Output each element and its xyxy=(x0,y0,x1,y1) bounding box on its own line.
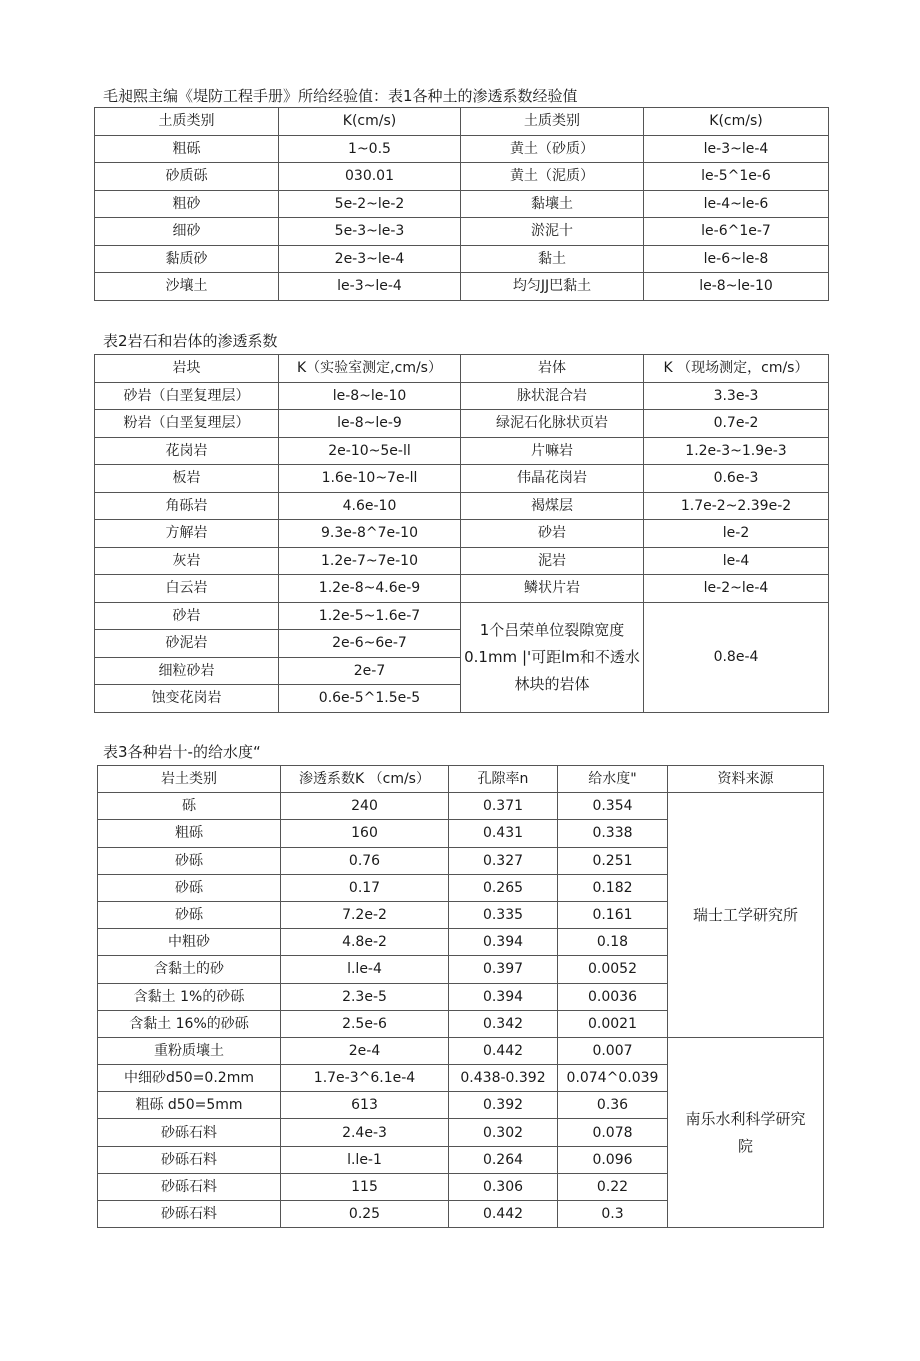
table2-cell: le-4 xyxy=(644,547,829,575)
table2-cell: 1.2e-8~4.6e-9 xyxy=(279,575,461,603)
table2-row xyxy=(95,410,829,438)
table1-cell: 粗砂 xyxy=(95,190,279,218)
table3-cell: 0.302 xyxy=(449,1119,558,1146)
table1-cell: 均匀JJ巴黏土 xyxy=(461,273,644,301)
table1-header-row xyxy=(95,108,829,136)
table1-row xyxy=(95,218,829,246)
table3-cell: 0.0036 xyxy=(558,983,668,1010)
table2-cell: le-2~le-4 xyxy=(644,575,829,603)
table1-cell: 2e-3~le-4 xyxy=(279,245,461,273)
table1-cell: 黄土（砂质） xyxy=(461,135,644,163)
table1-cell: le-6~le-8 xyxy=(644,245,829,273)
table2-header-cell: 岩体 xyxy=(461,355,644,383)
table3-cell: 含黏土 16%的砂砾 xyxy=(98,1010,281,1037)
table3-cell: 2e-4 xyxy=(281,1037,449,1064)
table2-cell: 砂岩 xyxy=(95,602,279,630)
table2-cell: 伟晶花岗岩 xyxy=(461,465,644,493)
table1-cell: 5e-2~le-2 xyxy=(279,190,461,218)
table2-row xyxy=(95,465,829,493)
table1-row xyxy=(95,190,829,218)
table3-cell: 0.096 xyxy=(558,1146,668,1173)
table3-cell: 0.394 xyxy=(449,983,558,1010)
table3-cell: 160 xyxy=(281,820,449,847)
table3-cell: 0.264 xyxy=(449,1146,558,1173)
table3-cell: 0.394 xyxy=(449,929,558,956)
table3-cell: 0.338 xyxy=(558,820,668,847)
table2-cell: 绿泥石化脉状页岩 xyxy=(461,410,644,438)
table1-header-cell: K(cm/s) xyxy=(644,108,829,136)
table3-cell: 0.36 xyxy=(558,1092,668,1119)
table2-cell: 褐煤层 xyxy=(461,492,644,520)
table3-caption: 表3各种岩十-的给水度“ xyxy=(103,743,261,761)
table1-cell: 粗砾 xyxy=(95,135,279,163)
table2-cell: 砂岩 xyxy=(461,520,644,548)
table1-cell: 黏壤土 xyxy=(461,190,644,218)
table3-cell: l.le-1 xyxy=(281,1146,449,1173)
table3-cell: 0.342 xyxy=(449,1010,558,1037)
table3-cell: 砂砾 xyxy=(98,847,281,874)
table3-cell: 0.438-0.392 xyxy=(449,1065,558,1092)
table2-cell: 1.6e-10~7e-ll xyxy=(279,465,461,493)
table2-cell: 角砾岩 xyxy=(95,492,279,520)
table3-cell: 砾 xyxy=(98,793,281,820)
table2-header-cell: 岩块 xyxy=(95,355,279,383)
table2-cell: 脉状混合岩 xyxy=(461,382,644,410)
table3-cell: 重粉质壤土 xyxy=(98,1037,281,1064)
table2-row xyxy=(95,437,829,465)
table3-cell: 0.17 xyxy=(281,874,449,901)
table3-header-cell: 渗透系数K （cm/s） xyxy=(281,766,449,793)
table1-cell: le-8~le-10 xyxy=(644,273,829,301)
table1-cell: 淤泥十 xyxy=(461,218,644,246)
table3-cell: 0.3 xyxy=(558,1201,668,1228)
table3-cell: 粗砾 d50=5mm xyxy=(98,1092,281,1119)
table3-cell: 0.442 xyxy=(449,1037,558,1064)
table1-cell: 砂质砾 xyxy=(95,163,279,191)
table1-row xyxy=(95,273,829,301)
table3-cell: 0.251 xyxy=(558,847,668,874)
table1-caption: 毛昶熙主编《堤防工程手册》所给经验值：表1各种土的渗透系数经验值 xyxy=(103,87,578,105)
table3-cell: 0.335 xyxy=(449,901,558,928)
table1-header-cell: K(cm/s) xyxy=(279,108,461,136)
table3-cell: 含黏土 1%的砂砾 xyxy=(98,983,281,1010)
table1-cell: le-6^1e-7 xyxy=(644,218,829,246)
table3-source-cell: 瑞士工学研究所 xyxy=(668,793,824,1038)
table3-cell: 0.371 xyxy=(449,793,558,820)
table1-cell: le-4~le-6 xyxy=(644,190,829,218)
table2-cell: 泥岩 xyxy=(461,547,644,575)
table2-row xyxy=(95,492,829,520)
table2-row xyxy=(95,382,829,410)
table3-header-cell: 孔隙率n xyxy=(449,766,558,793)
table2-merged-value-cell: 0.8e-4 xyxy=(644,602,829,712)
table3-header-cell: 资料来源 xyxy=(668,766,824,793)
table1-cell: 细砂 xyxy=(95,218,279,246)
table3-cell: 砂砾石料 xyxy=(98,1201,281,1228)
table3-cell: 0.397 xyxy=(449,956,558,983)
table2-header-cell: K （现场测定，cm/s） xyxy=(644,355,829,383)
table1-row xyxy=(95,135,829,163)
table3-cell: 0.0052 xyxy=(558,956,668,983)
table2-cell: le-8~le-10 xyxy=(279,382,461,410)
table2-row xyxy=(95,520,829,548)
table3-cell: 0.18 xyxy=(558,929,668,956)
table3-cell: 0.327 xyxy=(449,847,558,874)
table3-cell: 0.074^0.039 xyxy=(558,1065,668,1092)
table2-cell: 细粒砂岩 xyxy=(95,657,279,685)
table2-cell: 花岗岩 xyxy=(95,437,279,465)
table2-merged-rock-mass-cell: 1个吕荣单位裂隙宽度0.1mm |'可距lm和不透水林块的岩体 xyxy=(461,602,644,712)
table3-cell: 砂砾石料 xyxy=(98,1146,281,1173)
table2-cell: 白云岩 xyxy=(95,575,279,603)
table3-cell: 0.76 xyxy=(281,847,449,874)
table2-cell: 1.2e-5~1.6e-7 xyxy=(279,602,461,630)
table2-row xyxy=(95,575,829,603)
table3-cell: 0.22 xyxy=(558,1173,668,1200)
table3-cell: 2.3e-5 xyxy=(281,983,449,1010)
table1-cell: 黄土（泥质） xyxy=(461,163,644,191)
table3-row xyxy=(98,1037,824,1064)
table1-cell: le-3~le-4 xyxy=(644,135,829,163)
table2-row xyxy=(95,547,829,575)
table3-specific-yield xyxy=(97,765,824,1228)
table2-cell: 砂岩（白垩复理层） xyxy=(95,382,279,410)
table3-cell: 0.25 xyxy=(281,1201,449,1228)
table3-cell: l.le-4 xyxy=(281,956,449,983)
table1-cell: 030.01 xyxy=(279,163,461,191)
table2-cell: 4.6e-10 xyxy=(279,492,461,520)
table2-cell: 鳞状片岩 xyxy=(461,575,644,603)
table3-cell: 2.4e-3 xyxy=(281,1119,449,1146)
table2-cell: 板岩 xyxy=(95,465,279,493)
table3-cell: 2.5e-6 xyxy=(281,1010,449,1037)
table3-cell: 砂砾 xyxy=(98,901,281,928)
table3-header-cell: 给水度" xyxy=(558,766,668,793)
table2-cell: 蚀变花岗岩 xyxy=(95,685,279,713)
table2-cell: 1.2e-3~1.9e-3 xyxy=(644,437,829,465)
table3-cell: 中细砂d50=0.2mm xyxy=(98,1065,281,1092)
table3-cell: 粗砾 xyxy=(98,820,281,847)
table3-cell: 0.0021 xyxy=(558,1010,668,1037)
table3-cell: 0.007 xyxy=(558,1037,668,1064)
table2-caption: 表2岩石和岩体的渗透系数 xyxy=(103,332,278,350)
table3-cell: 0.354 xyxy=(558,793,668,820)
table3-cell: 613 xyxy=(281,1092,449,1119)
table2-cell: le-2 xyxy=(644,520,829,548)
table3-cell: 砂砾石料 xyxy=(98,1173,281,1200)
table3-cell: 0.078 xyxy=(558,1119,668,1146)
table1-row xyxy=(95,245,829,273)
table3-cell: 1.7e-3^6.1e-4 xyxy=(281,1065,449,1092)
table2-cell: 0.6e-5^1.5e-5 xyxy=(279,685,461,713)
table1-header-cell: 土质类别 xyxy=(95,108,279,136)
table1-cell: 黏质砂 xyxy=(95,245,279,273)
table2-header-cell: K（实验室测定,cm/s） xyxy=(279,355,461,383)
table2-rock-permeability xyxy=(94,354,829,713)
table3-cell: 4.8e-2 xyxy=(281,929,449,956)
table2-cell: 0.7e-2 xyxy=(644,410,829,438)
table1-header-cell: 土质类别 xyxy=(461,108,644,136)
table3-row xyxy=(98,793,824,820)
table2-header-row xyxy=(95,355,829,383)
table2-cell: 灰岩 xyxy=(95,547,279,575)
table3-cell: 0.265 xyxy=(449,874,558,901)
table1-cell: le-3~le-4 xyxy=(279,273,461,301)
table2-cell: 2e-7 xyxy=(279,657,461,685)
table2-cell: le-8~le-9 xyxy=(279,410,461,438)
table2-cell: 1.7e-2~2.39e-2 xyxy=(644,492,829,520)
table2-cell: 片嘛岩 xyxy=(461,437,644,465)
table3-cell: 0.431 xyxy=(449,820,558,847)
table3-cell: 0.182 xyxy=(558,874,668,901)
table2-cell: 9.3e-8^7e-10 xyxy=(279,520,461,548)
table1-cell: le-5^1e-6 xyxy=(644,163,829,191)
table3-cell: 0.392 xyxy=(449,1092,558,1119)
table2-cell: 3.3e-3 xyxy=(644,382,829,410)
table3-source-cell: 南乐水利科学研究院 xyxy=(668,1037,824,1227)
table3-cell: 砂砾 xyxy=(98,874,281,901)
table1-cell: 黏土 xyxy=(461,245,644,273)
table2-cell: 0.6e-3 xyxy=(644,465,829,493)
table1-soil-permeability xyxy=(94,107,829,301)
table3-cell: 0.442 xyxy=(449,1201,558,1228)
table3-cell: 115 xyxy=(281,1173,449,1200)
table2-cell: 方解岩 xyxy=(95,520,279,548)
table2-row xyxy=(95,602,829,630)
table2-cell: 2e-6~6e-7 xyxy=(279,630,461,658)
table2-cell: 粉岩（白垩复理层） xyxy=(95,410,279,438)
table3-header-row xyxy=(98,766,824,793)
table2-cell: 2e-10~5e-ll xyxy=(279,437,461,465)
table1-cell: 1~0.5 xyxy=(279,135,461,163)
table3-cell: 0.161 xyxy=(558,901,668,928)
table1-cell: 5e-3~le-3 xyxy=(279,218,461,246)
table1-cell: 沙壤土 xyxy=(95,273,279,301)
table3-cell: 含黏土的砂 xyxy=(98,956,281,983)
table1-row xyxy=(95,163,829,191)
table3-cell: 240 xyxy=(281,793,449,820)
table3-header-cell: 岩土类别 xyxy=(98,766,281,793)
table3-cell: 中粗砂 xyxy=(98,929,281,956)
table3-cell: 砂砾石料 xyxy=(98,1119,281,1146)
table2-cell: 1.2e-7~7e-10 xyxy=(279,547,461,575)
table2-cell: 砂泥岩 xyxy=(95,630,279,658)
table3-cell: 7.2e-2 xyxy=(281,901,449,928)
table3-cell: 0.306 xyxy=(449,1173,558,1200)
